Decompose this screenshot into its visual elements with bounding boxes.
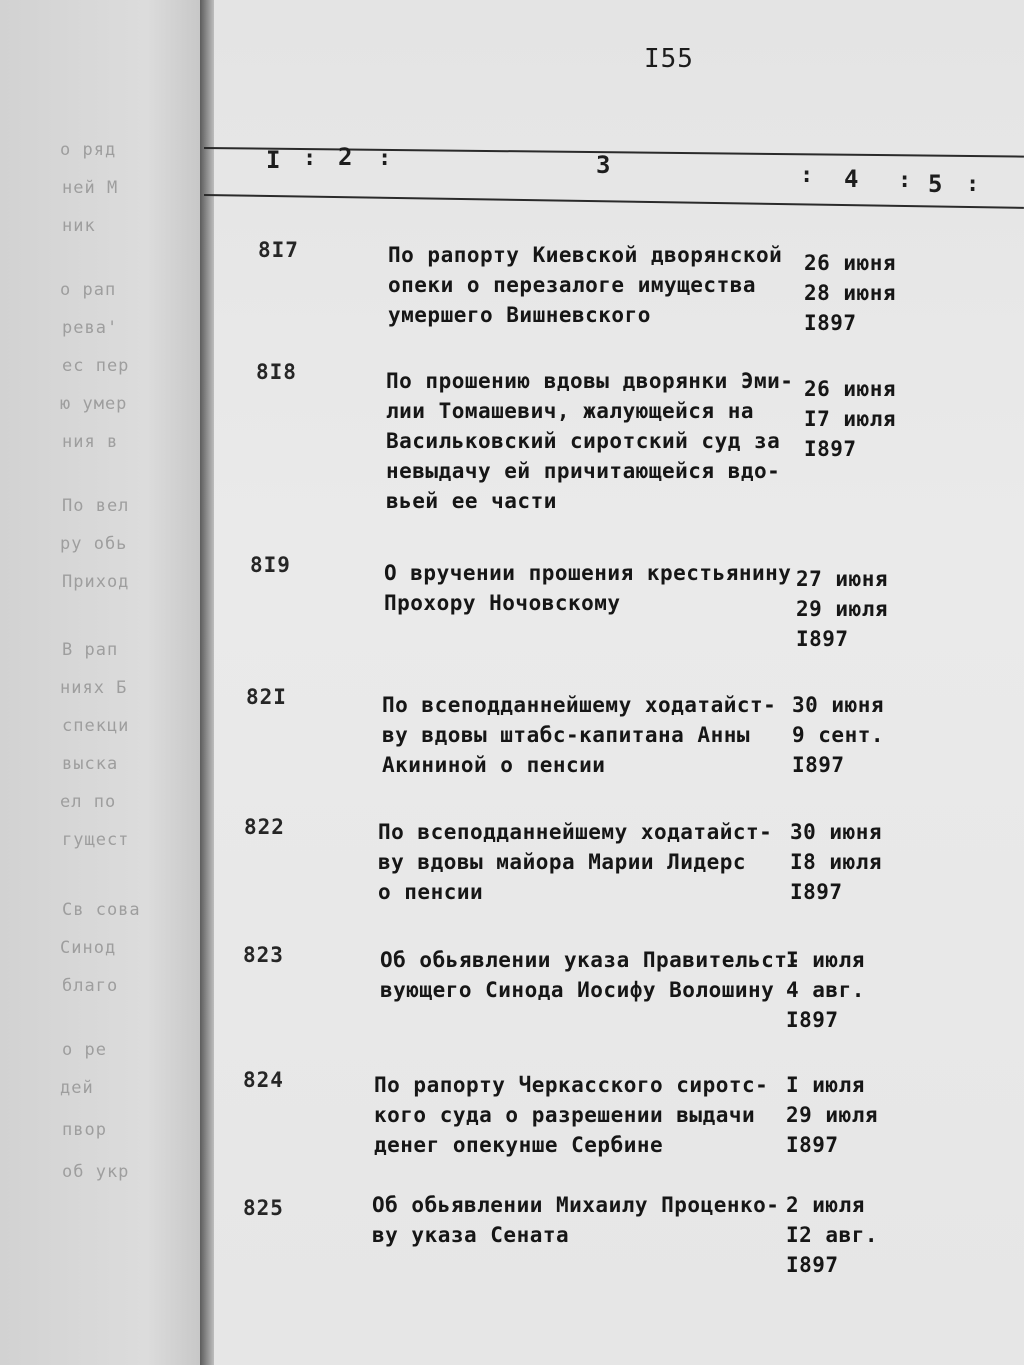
entry-description-line: лии Томашевич, жалующейся на (386, 399, 755, 423)
entry-date: 30 июня (792, 693, 885, 717)
left-page-fragment: о ре (62, 1040, 107, 1060)
entry-date: I897 (796, 627, 849, 651)
entry-date: I897 (786, 1253, 839, 1277)
entry-dates (796, 564, 888, 654)
left-page-fragment: рева' (62, 318, 119, 338)
left-page-fragment: ю умер (60, 394, 128, 414)
left-page-fragment: гущест (62, 830, 130, 850)
entry-description-line: Васильковский сиротский суд за (386, 429, 781, 453)
left-page-fragment: В рап (62, 640, 119, 660)
entry-description-line: вующего Синода Иосифу Волошину (380, 978, 775, 1002)
entry-description-line: Акининой о пенсии (382, 753, 606, 777)
entry-date: 28 июня (804, 281, 897, 305)
entry-description-line: О вручении прошения крестьянину (384, 561, 792, 585)
entry-number: 824 (243, 1068, 284, 1092)
entry-description-line: о пенсии (378, 880, 484, 904)
entry-date: I июля (786, 1073, 865, 1097)
left-page-fragment: ес пер (62, 356, 130, 376)
entry-description (372, 1190, 779, 1250)
entry-description (386, 366, 793, 516)
left-page-fragment: ниях Б (60, 678, 128, 698)
entry-number: 8I7 (258, 238, 299, 262)
entry-date: I897 (792, 753, 845, 777)
left-page-fragment: ней М (62, 178, 119, 198)
left-page-fragment: дей (60, 1078, 94, 1098)
entry-description (378, 817, 772, 907)
entry-date: 9 сент. (792, 723, 885, 747)
entry-date: I897 (786, 1133, 839, 1157)
entry-description-line: опеки о перезалоге имущества (388, 273, 757, 297)
entry-date: I897 (804, 311, 857, 335)
left-page-fragment: ру обь (60, 534, 128, 554)
entry-number: 8I8 (256, 360, 297, 384)
entry-date: 4 авг. (786, 978, 865, 1002)
entry-date: I июля (786, 948, 865, 972)
entry-dates (786, 945, 865, 1035)
left-page-fragment: Св сова (62, 900, 141, 920)
entry-dates (786, 1190, 878, 1280)
entry-description-line: По прошению вдовы дворянки Эми- (386, 369, 794, 393)
entry-date: 27 июня (796, 567, 889, 591)
entry-description-line: ву вдовы майора Марии Лидерс (378, 850, 747, 874)
entry-description-line: кого суда о разрешении выдачи (374, 1103, 756, 1127)
left-page-fragment: Приход (62, 572, 130, 592)
column-separator: : (898, 168, 912, 193)
entry-description-line: ву вдовы штабс-капитана Анны (382, 723, 751, 747)
entry-date: 26 июня (804, 377, 897, 401)
entry-date: 29 июля (786, 1103, 879, 1127)
entry-date: I897 (804, 437, 857, 461)
entry-date: I897 (790, 880, 843, 904)
column-header-2: 2 (338, 143, 353, 171)
entry-description-line: Прохору Ночовскому (384, 591, 621, 615)
left-page-fragment: об укр (62, 1162, 130, 1182)
entry-date: 2 июля (786, 1193, 865, 1217)
entry-date: 26 июня (804, 251, 897, 275)
entry-dates (792, 690, 884, 780)
entry-description-line: По всеподданнейшему ходатайст- (382, 693, 777, 717)
entry-dates (786, 1070, 878, 1160)
left-page-fragment: о ряд (60, 140, 117, 160)
left-page-fragment: ник (62, 216, 96, 236)
left-page-fragment: о рап (60, 280, 117, 300)
entry-description-line: По рапорту Киевской дворянской (388, 243, 783, 267)
left-page-fragment: выска (62, 754, 119, 774)
left-page-fragment: Синод (60, 938, 117, 958)
left-page (0, 0, 210, 1365)
entry-date: I7 июля (804, 407, 897, 431)
entry-date: 29 июля (796, 597, 889, 621)
entry-description-line: Об обьявлении Михаилу Проценко- (372, 1193, 780, 1217)
entry-dates (790, 817, 882, 907)
entry-description-line: Об обьявлении указа Правительст- (380, 948, 801, 972)
left-page-fragment: ел по (60, 792, 117, 812)
entry-description-line: невыдачу ей причитающейся вдо- (386, 459, 781, 483)
page-number: I55 (644, 44, 694, 74)
entry-description (380, 945, 801, 1005)
left-page-fragment: спекци (62, 716, 130, 736)
entry-description-line: умершего Вишневского (388, 303, 651, 327)
left-page-fragment: пвор (62, 1120, 107, 1140)
entry-description-line: По всеподданнейшему ходатайст- (378, 820, 773, 844)
entry-description-line: ву указа Сената (372, 1223, 570, 1247)
column-header-4: 4 (844, 165, 859, 193)
entry-number: 825 (243, 1196, 284, 1220)
entry-date: I897 (786, 1008, 839, 1032)
column-header-1: I (266, 146, 281, 174)
column-separator: : (800, 163, 814, 188)
column-separator: : (378, 146, 392, 171)
entry-number: 8I9 (250, 553, 291, 577)
entry-description-line: вьей ее части (386, 489, 557, 513)
entry-description-line: По рапорту Черкасского сиротс- (374, 1073, 769, 1097)
entry-description (374, 1070, 768, 1160)
column-separator: : (303, 146, 317, 171)
entry-description (384, 558, 791, 618)
entry-number: 82I (246, 685, 287, 709)
entry-number: 823 (243, 943, 284, 967)
entry-date: I2 авг. (786, 1223, 879, 1247)
entry-date: 30 июня (790, 820, 883, 844)
entry-dates (804, 374, 896, 464)
column-header-3: 3 (596, 151, 611, 179)
entry-description-line: денег опекунше Сербине (374, 1133, 664, 1157)
left-page-fragment: благо (62, 976, 119, 996)
entry-date: I8 июля (790, 850, 883, 874)
entry-number: 822 (244, 815, 285, 839)
entry-description (388, 240, 782, 330)
left-page-fragment: ния в (62, 432, 119, 452)
entry-description (382, 690, 776, 780)
column-header-5: 5 (928, 170, 943, 198)
column-separator: : (966, 172, 980, 197)
entry-dates (804, 248, 896, 338)
left-page-fragment: По вел (62, 496, 130, 516)
